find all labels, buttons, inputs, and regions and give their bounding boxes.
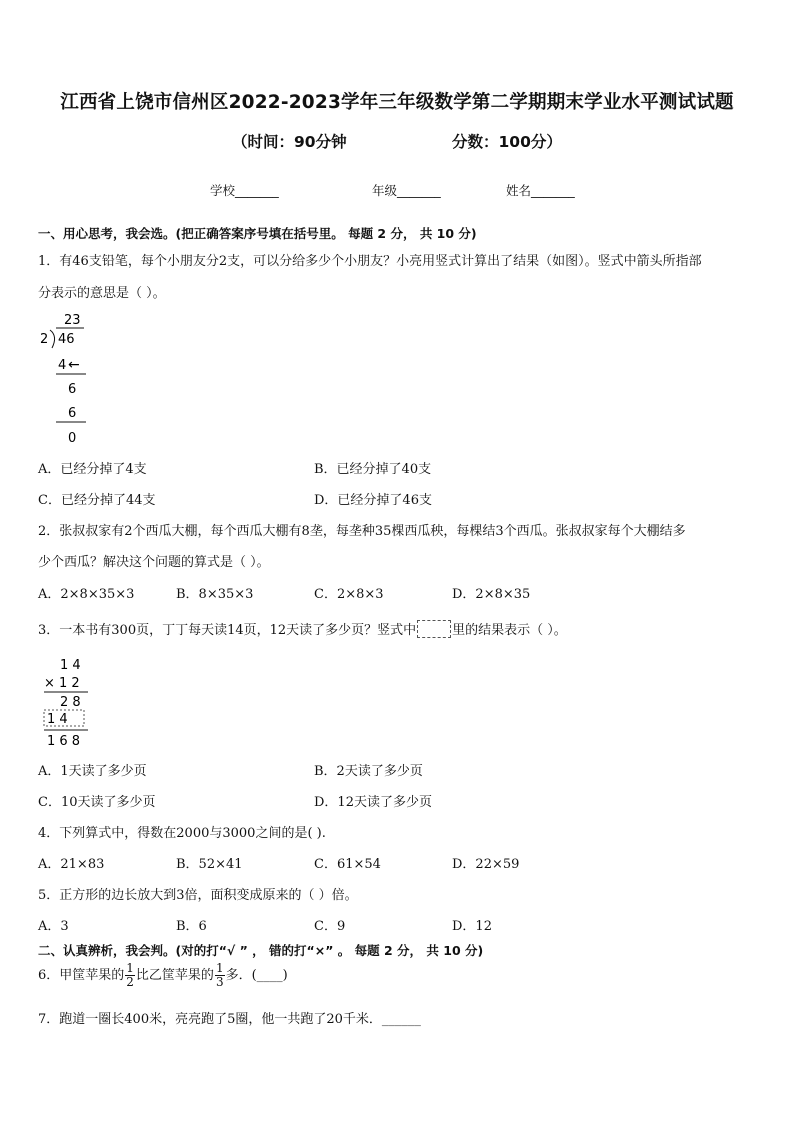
q6-line xyxy=(38,962,288,989)
fraction-one-half: $\frac{1}{2}$ xyxy=(126,961,134,989)
division-remainder: 0 xyxy=(68,431,77,446)
division-step-1: 4 xyxy=(58,358,67,373)
q1-line1: 1．有46支铅笔，每个小朋友分2支，可以分给多少个小朋友？小亮用竖式计算出了结果（如图）。竖式中箭头所指部 xyxy=(38,254,702,269)
q6-text-mid: 比乙筐苹果的 xyxy=(135,968,214,983)
q1-option-d[interactable]: D．已经分掉了46支 xyxy=(314,493,432,508)
fraction-one-third: $\frac{1}{3}$ xyxy=(215,961,224,989)
division-step-2: 6 xyxy=(68,382,77,397)
dashed-box-icon xyxy=(417,620,451,638)
q5-option-a[interactable]: A．3 xyxy=(38,919,69,934)
q3-line xyxy=(38,619,567,638)
arrow-icon: ← xyxy=(68,357,80,373)
q2-option-d[interactable]: D．2×8×35 xyxy=(452,587,531,602)
division-step-3: 6 xyxy=(68,406,77,421)
q4-option-a[interactable]: A．21×83 xyxy=(38,857,105,872)
section-1-heading: 一、用心思考，我会选。(把正确答案序号填在括号里。 每题 2 分， 共 10 分) xyxy=(38,226,477,241)
division-divisor: 2 xyxy=(40,332,49,347)
mult-row-4: 1 4 xyxy=(47,712,68,727)
exam-score: 分数：100分） xyxy=(452,133,562,151)
q3-text-pre: 3．一本书有300页，丁丁每天读14页，12天读了多少页？竖式中 xyxy=(38,623,417,638)
q2-line1: 2．张叔叔家有2个西瓜大棚，每个西瓜大棚有8垄，每垄种35棵西瓜秧，每棵结3个西瓜。张叔叔家每个大棚结多 xyxy=(38,524,686,539)
q2-option-a[interactable]: A．2×8×35×3 xyxy=(38,587,135,602)
q3-option-a[interactable]: A．1天读了多少页 xyxy=(38,764,147,779)
mult-row-1: 1 4 xyxy=(60,658,81,673)
q4-option-c[interactable]: C．61×54 xyxy=(314,857,381,872)
q7-line: 7．跑道一圈长400米，亮亮跑了5圈，他一共跑了20千米．______ xyxy=(38,1012,421,1027)
q2-option-c[interactable]: C．2×8×3 xyxy=(314,587,384,602)
q3-option-c[interactable]: C．10天读了多少页 xyxy=(38,795,156,810)
q1-line2: 分表示的意思是（ ）。 xyxy=(38,286,166,301)
q1-option-c[interactable]: C．已经分掉了44支 xyxy=(38,493,156,508)
school-field: 学校_______ xyxy=(210,183,279,198)
q1-option-b[interactable]: B．已经分掉了40支 xyxy=(314,462,432,477)
q3-option-d[interactable]: D．12天读了多少页 xyxy=(314,795,432,810)
q3-text-post: 里的结果表示（ ）。 xyxy=(452,623,567,638)
mult-row-2: × 1 2 xyxy=(44,676,80,691)
division-dividend: 46 xyxy=(58,332,75,347)
division-quotient: 23 xyxy=(64,313,81,328)
q5-option-b[interactable]: B．6 xyxy=(176,919,207,934)
q1-option-a[interactable]: A．已经分掉了4支 xyxy=(38,462,147,477)
q5-option-c[interactable]: C．9 xyxy=(314,919,346,934)
q2-line2: 少个西瓜？解决这个问题的算式是（ ）。 xyxy=(38,555,270,570)
mult-row-5: 1 6 8 xyxy=(47,734,81,749)
multiplication-figure xyxy=(40,654,96,750)
q5-line: 5．正方形的边长放大到3倍，面积变成原来的（ ）倍。 xyxy=(38,888,358,903)
q4-option-b[interactable]: B．52×41 xyxy=(176,857,243,872)
exam-time: （时间：90分钟 xyxy=(232,133,347,151)
q6-text-post: 多．(____) xyxy=(225,968,288,983)
q6-text-pre: 6．甲筐苹果的 xyxy=(38,968,125,983)
mult-row-3: 2 8 xyxy=(60,695,81,710)
long-division-figure xyxy=(36,308,106,450)
grade-field: 年级_______ xyxy=(372,183,441,198)
q4-option-d[interactable]: D．22×59 xyxy=(452,857,520,872)
q3-option-b[interactable]: B．2天读了多少页 xyxy=(314,764,423,779)
q5-option-d[interactable]: D．12 xyxy=(452,919,492,934)
name-field: 姓名_______ xyxy=(506,183,575,198)
page-title: 江西省上饶市信州区2022-2023学年三年级数学第二学期期末学业水平测试试题 xyxy=(60,92,734,113)
q2-option-b[interactable]: B．8×35×3 xyxy=(176,587,254,602)
section-2-heading: 二、认真辨析，我会判。(对的打“√ ” ， 错的打“×” 。 每题 2 分， 共 10 分) xyxy=(38,943,484,958)
q4-line: 4．下列算式中，得数在2000与3000之间的是( ). xyxy=(38,826,326,841)
